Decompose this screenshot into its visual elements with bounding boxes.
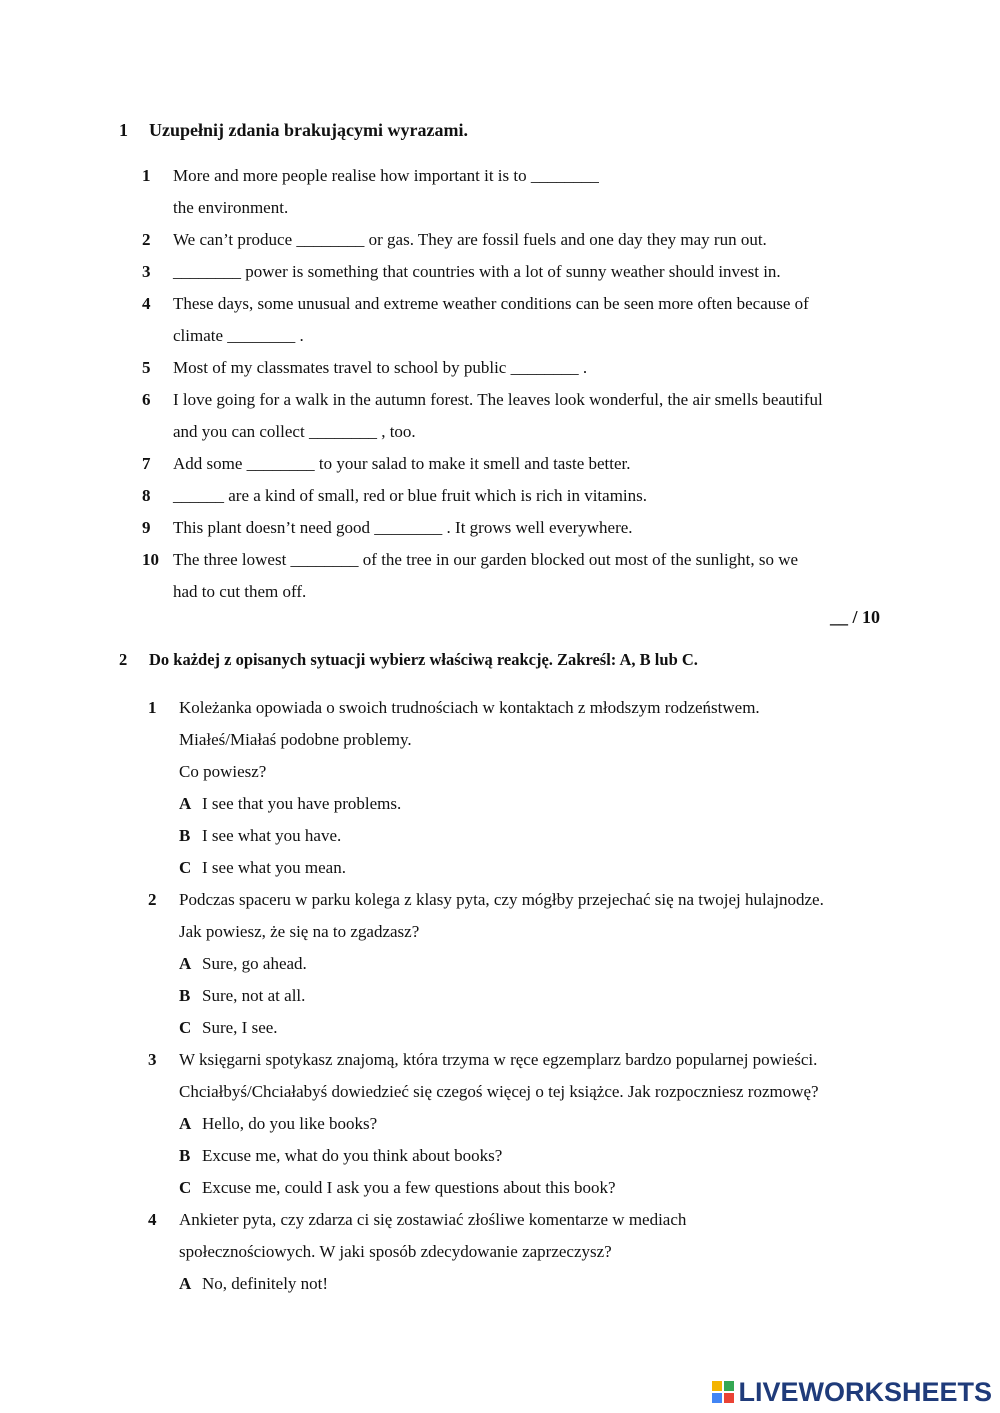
situation-text-line: społecznościowych. W jaki sposób zdecydowanie zaprzeczysz? <box>179 1242 612 1261</box>
situation-item <box>148 1204 888 1300</box>
answer-option-a[interactable] <box>179 1108 888 1140</box>
option-letter: A <box>179 1274 192 1293</box>
question-text-line: I love going for a walk in the autumn forest. The leaves look wonderful, the air smells beautiful <box>173 390 823 409</box>
option-text: Hello, do you like books? <box>202 1114 378 1133</box>
situation-text-line: Chciałbyś/Chciałabyś dowiedzieć się czegoś więcej o tej książce. Jak rozpoczniesz rozmowę? <box>179 1082 819 1101</box>
situation-item <box>148 692 888 884</box>
logo-tile-e <box>724 1393 734 1403</box>
question-item <box>142 448 882 480</box>
option-letter: A <box>179 954 192 973</box>
logo-text: LIVEWORKSHEETS <box>738 1376 992 1407</box>
question-item <box>142 224 882 256</box>
question-text-line: The three lowest ________ of the tree in our garden blocked out most of the sunlight, so we <box>173 550 799 569</box>
section-2-title: Do każdej z opisanych sytuacji wybierz właściwą reakcję. Zakreśl: A, B lub C. <box>149 650 698 669</box>
situation-number: 1 <box>148 698 157 717</box>
situation-number: 4 <box>148 1210 157 1229</box>
question-item <box>142 384 882 448</box>
question-text-line: ________ power is something that countries with a lot of sunny weather should invest in. <box>173 262 781 281</box>
section-1-score: __ / 10 <box>829 607 880 627</box>
answer-option-b[interactable] <box>179 980 888 1012</box>
question-number: 5 <box>142 358 151 377</box>
option-letter: C <box>179 1018 192 1037</box>
situation-item <box>148 884 888 1044</box>
question-text-line: Most of my classmates travel to school by public ________ . <box>173 358 588 377</box>
question-text-line: ______ are a kind of small, red or blue fruit which is rich in vitamins. <box>173 486 648 505</box>
question-number: 10 <box>142 550 159 569</box>
situation-number: 2 <box>148 890 157 909</box>
question-item <box>142 544 882 608</box>
question-text-line: These days, some unusual and extreme weather conditions can be seen more often because of <box>173 294 809 313</box>
section-1-title: Uzupełnij zdania brakującymi wyrazami. <box>149 120 468 140</box>
option-letter: A <box>179 794 192 813</box>
situation-text-line: Podczas spaceru w parku kolega z klasy pyta, czy mógłby przejechać się na twojej hulajnodze. <box>179 890 824 909</box>
option-text: I see what you have. <box>202 826 342 845</box>
option-text: I see what you mean. <box>202 858 346 877</box>
situation-text-line: Miałeś/Miałaś podobne problemy. <box>179 730 412 749</box>
logo-tile-v <box>712 1393 722 1403</box>
option-letter: C <box>179 1178 192 1197</box>
situation-text-line: Jak powiesz, że się na to zgadzasz? <box>179 922 420 941</box>
logo-mark-icon <box>712 1381 734 1403</box>
option-text: Sure, I see. <box>202 1018 278 1037</box>
answer-option-c[interactable] <box>179 1172 888 1204</box>
question-number: 2 <box>142 230 151 249</box>
question-item <box>142 512 882 544</box>
answer-option-c[interactable] <box>179 1012 888 1044</box>
question-text-line: Add some ________ to your salad to make it smell and taste better. <box>173 454 631 473</box>
option-letter: B <box>179 986 191 1005</box>
option-text: Excuse me, could I ask you a few questions about this book? <box>202 1178 616 1197</box>
answer-option-b[interactable] <box>179 1140 888 1172</box>
question-number: 9 <box>142 518 151 537</box>
option-text: Sure, not at all. <box>202 986 306 1005</box>
option-text: No, definitely not! <box>202 1274 329 1293</box>
question-text-line: climate ________ . <box>173 326 304 345</box>
section-1-heading <box>119 120 468 141</box>
question-item <box>142 160 882 224</box>
question-text-line: the environment. <box>173 198 289 217</box>
liveworksheets-logo[interactable] <box>712 1377 992 1407</box>
question-text-line: had to cut them off. <box>173 582 307 601</box>
option-letter: B <box>179 826 191 845</box>
question-text-line: More and more people realise how important it is to ________ <box>173 166 599 185</box>
option-text: Sure, go ahead. <box>202 954 307 973</box>
section-2-heading <box>119 650 698 670</box>
question-number: 8 <box>142 486 151 505</box>
section-2-number: 2 <box>119 650 128 669</box>
section-2-questions <box>148 692 888 1300</box>
option-text: Excuse me, what do you think about books? <box>202 1146 503 1165</box>
situation-number: 3 <box>148 1050 157 1069</box>
question-item <box>142 288 882 352</box>
question-item <box>142 480 882 512</box>
answer-option-c[interactable] <box>179 852 888 884</box>
question-text-line: We can’t produce ________ or gas. They are fossil fuels and one day they may run out. <box>173 230 767 249</box>
answer-option-b[interactable] <box>179 820 888 852</box>
option-letter: A <box>179 1114 192 1133</box>
question-item <box>142 256 882 288</box>
question-text-line: and you can collect ________ , too. <box>173 422 416 441</box>
question-number: 1 <box>142 166 151 185</box>
logo-tile-i <box>724 1381 734 1391</box>
answer-option-a[interactable] <box>179 948 888 980</box>
question-number: 7 <box>142 454 151 473</box>
question-item <box>142 352 882 384</box>
question-number: 6 <box>142 390 151 409</box>
situation-text-line: Ankieter pyta, czy zdarza ci się zostawiać złośliwe komentarze w mediach <box>179 1210 687 1229</box>
logo-tile-l <box>712 1381 722 1391</box>
answer-option-a[interactable] <box>179 1268 888 1300</box>
option-letter: B <box>179 1146 191 1165</box>
question-number: 3 <box>142 262 151 281</box>
situation-text-line: Koleżanka opowiada o swoich trudnościach w kontaktach z młodszym rodzeństwem. <box>179 698 760 717</box>
option-letter: C <box>179 858 192 877</box>
option-text: I see that you have problems. <box>202 794 402 813</box>
section-1-questions <box>142 160 882 608</box>
answer-option-a[interactable] <box>179 788 888 820</box>
question-number: 4 <box>142 294 151 313</box>
situation-item <box>148 1044 888 1204</box>
question-text-line: This plant doesn’t need good ________ . It grows well everywhere. <box>173 518 633 537</box>
situation-text-line: Co powiesz? <box>179 762 267 781</box>
section-1-number: 1 <box>119 120 128 140</box>
situation-text-line: W księgarni spotykasz znajomą, która trzyma w ręce egzemplarz bardzo popularnej powieści. <box>179 1050 818 1069</box>
